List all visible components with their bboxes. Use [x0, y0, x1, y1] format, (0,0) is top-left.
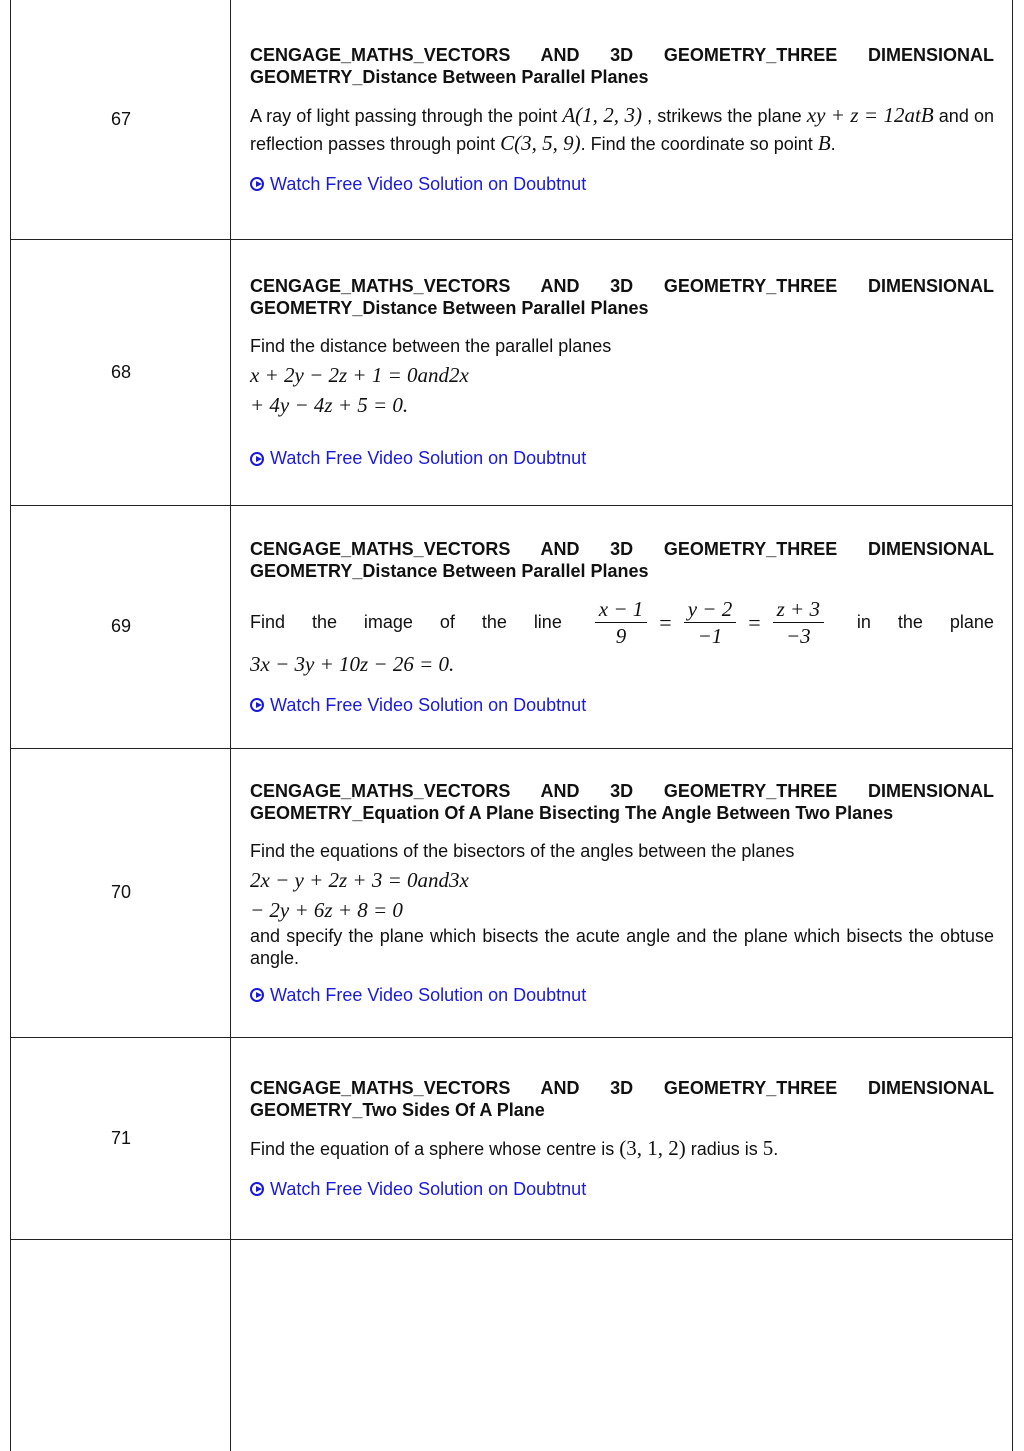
question-row [11, 748, 1013, 1037]
question-title: CENGAGE_MATHS_VECTORS AND 3D GEOMETRY_THREE DIMENSIONAL GEOMETRY_Two Sides Of A Plane [250, 1077, 994, 1120]
line-equation: $\frac{x - 1}{9}$ = $\frac{y - 2}{-1}$ = $\frac{z + 3}{-3}$ [589, 596, 830, 649]
question-row [11, 505, 1013, 748]
question-cell [231, 239, 1013, 505]
video-solution-link[interactable]: Watch Free Video Solution on Doubtnut [250, 1179, 994, 1200]
question-cell [231, 748, 1013, 1037]
questions-table [10, 0, 1013, 1451]
play-circle-icon [250, 988, 264, 1002]
question-title: CENGAGE_MATHS_VECTORS AND 3D GEOMETRY_THREE DIMENSIONAL GEOMETRY_Distance Between Parallel Planes [250, 44, 994, 87]
question-number: 71 [11, 1037, 231, 1239]
video-solution-link[interactable]: Watch Free Video Solution on Doubtnut [250, 695, 994, 716]
empty-row [11, 1239, 1013, 1451]
question-text: Find the distance between the parallel planes x + 2y − 2z + 1 = 0and2x + 4y − 4z + 5 = 0. [250, 336, 612, 417]
video-solution-link[interactable]: Watch Free Video Solution on Doubtnut [250, 985, 994, 1006]
document-page [10, 0, 1013, 1449]
question-text: Find the equation of a sphere whose centre is (3, 1, 2) radius is 5. [250, 1135, 779, 1160]
question-text-continued: and specify the plane which bisects the acute angle and the plane which bisects the obtuse angle. [250, 925, 994, 968]
play-circle-icon [250, 452, 264, 466]
question-text: Find the image of the line $\frac{x - 1}{9}$ = $\frac{y - 2}{-1}$ = $\frac{z + 3}{-3}$ in the plane 3x − 3y + 10z − 26 = 0. [250, 596, 994, 676]
question-number: 70 [11, 748, 231, 1037]
video-solution-link[interactable]: Watch Free Video Solution on Doubtnut [250, 448, 994, 469]
question-title: CENGAGE_MATHS_VECTORS AND 3D GEOMETRY_THREE DIMENSIONAL GEOMETRY_Equation Of A Plane Bisecting The Angle Between Two Planes [250, 780, 994, 823]
question-number: 68 [11, 239, 231, 505]
video-solution-link[interactable]: Watch Free Video Solution on Doubtnut [250, 174, 994, 195]
question-title: CENGAGE_MATHS_VECTORS AND 3D GEOMETRY_THREE DIMENSIONAL GEOMETRY_Distance Between Parallel Planes [250, 538, 994, 581]
play-circle-icon [250, 698, 264, 712]
question-text: A ray of light passing through the point A(1, 2, 3) , strikews the plane xy + z = 12atB and on reflection passes through point C(3, 5, 9). Find the coordinate so point B. [250, 102, 994, 155]
play-circle-icon [250, 1182, 264, 1196]
question-number: 67 [11, 0, 231, 239]
question-number: 69 [11, 505, 231, 748]
empty-number-cell [11, 1239, 231, 1451]
question-cell [231, 1037, 1013, 1239]
question-text: Find the equations of the bisectors of the angles between the planes 2x − y + 2z + 3 = 0and3x − 2y + 6z + 8 = 0 [250, 840, 795, 922]
question-cell [231, 505, 1013, 748]
question-row [11, 1037, 1013, 1239]
question-title: CENGAGE_MATHS_VECTORS AND 3D GEOMETRY_THREE DIMENSIONAL GEOMETRY_Distance Between Parallel Planes [250, 276, 994, 318]
question-row [11, 0, 1013, 239]
empty-content-cell [231, 1239, 1013, 1451]
question-row [11, 239, 1013, 505]
question-cell [231, 0, 1013, 239]
play-circle-icon [250, 177, 264, 191]
